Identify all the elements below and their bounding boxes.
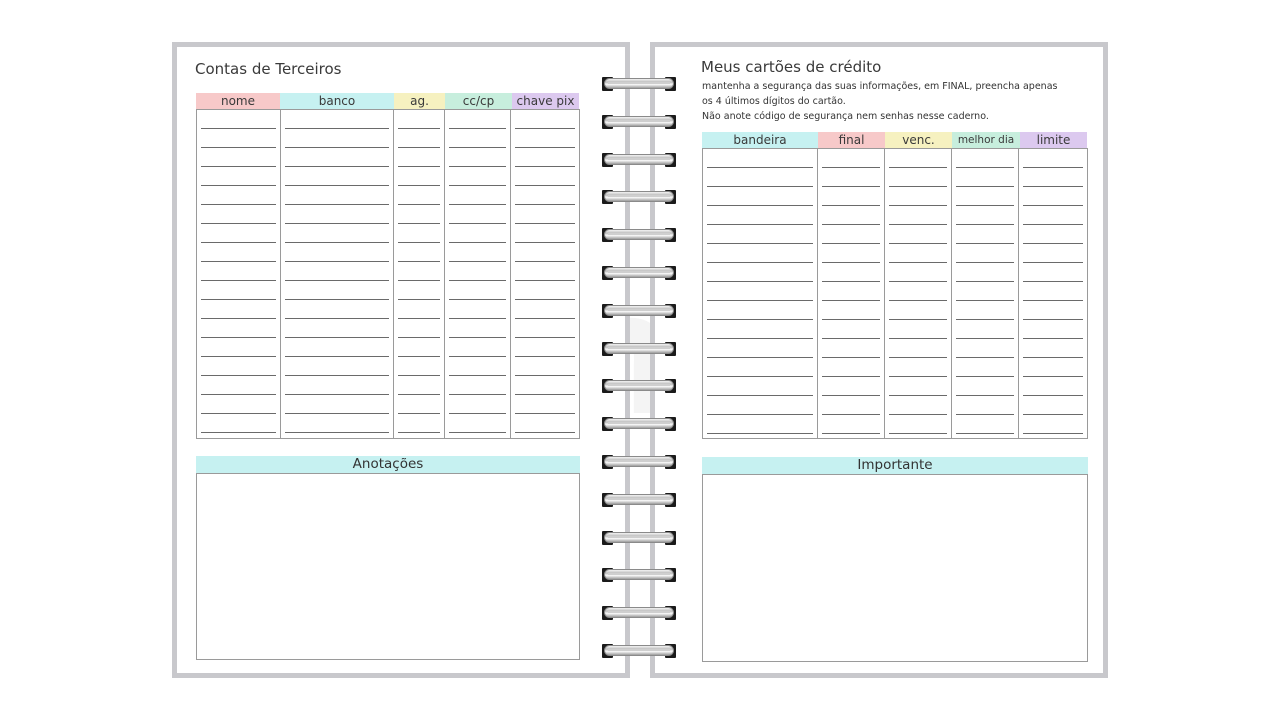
column-bandeira[interactable]: [703, 149, 818, 438]
left-page-title: Contas de Terceiros: [195, 60, 342, 78]
column-nome[interactable]: [197, 110, 281, 438]
spiral-ring: [602, 190, 676, 204]
spiral-ring: [602, 568, 676, 582]
left-table-header: [196, 93, 579, 109]
column-limite[interactable]: [1019, 149, 1087, 438]
spiral-ring: [602, 304, 676, 318]
accounts-table: [196, 109, 580, 439]
right-page-title: Meus cartões de crédito: [701, 58, 882, 76]
column-ag[interactable]: [394, 110, 445, 438]
column-final[interactable]: [818, 149, 885, 438]
column-banco[interactable]: [281, 110, 394, 438]
important-box[interactable]: [702, 474, 1088, 662]
spiral-ring: [602, 644, 676, 658]
header-venc: venc.: [885, 132, 952, 148]
header-final: final: [818, 132, 885, 148]
instruction-line-1: mantenha a segurança das suas informações, em FINAL, preencha apenas: [702, 81, 1058, 92]
spiral-ring: [602, 77, 676, 91]
header-bandeira: bandeira: [702, 132, 818, 148]
header-ag: ag.: [394, 93, 445, 109]
spiral-ring: [602, 417, 676, 431]
spiral-ring: [602, 493, 676, 507]
column-melhor-dia[interactable]: [952, 149, 1020, 438]
spiral-ring: [602, 153, 676, 167]
instruction-line-2: os 4 últimos dígitos do cartão.: [702, 96, 846, 107]
header-melhor-dia: melhor dia: [952, 132, 1020, 148]
spiral-ring: [602, 606, 676, 620]
right-table-header: [702, 132, 1087, 148]
important-box-title: Importante: [702, 457, 1088, 474]
spiral-ring: [602, 455, 676, 469]
notes-box[interactable]: [196, 473, 580, 660]
header-nome: nome: [196, 93, 280, 109]
instruction-line-3: Não anote código de segurança nem senhas nesse caderno.: [702, 111, 989, 122]
spiral-ring: [602, 379, 676, 393]
credit-cards-table: [702, 148, 1088, 439]
header-cc-cp: cc/cp: [445, 93, 512, 109]
column-cc-cp[interactable]: [445, 110, 512, 438]
spiral-ring: [602, 228, 676, 242]
notes-box-title: Anotações: [196, 456, 580, 473]
spiral-ring: [602, 342, 676, 356]
header-limite: limite: [1020, 132, 1087, 148]
header-chave-pix: chave pix: [512, 93, 579, 109]
column-venc[interactable]: [885, 149, 952, 438]
spiral-ring: [602, 531, 676, 545]
header-banco: banco: [280, 93, 394, 109]
spiral-ring: [602, 266, 676, 280]
spiral-ring: [602, 115, 676, 129]
column-chave-pix[interactable]: [511, 110, 579, 438]
